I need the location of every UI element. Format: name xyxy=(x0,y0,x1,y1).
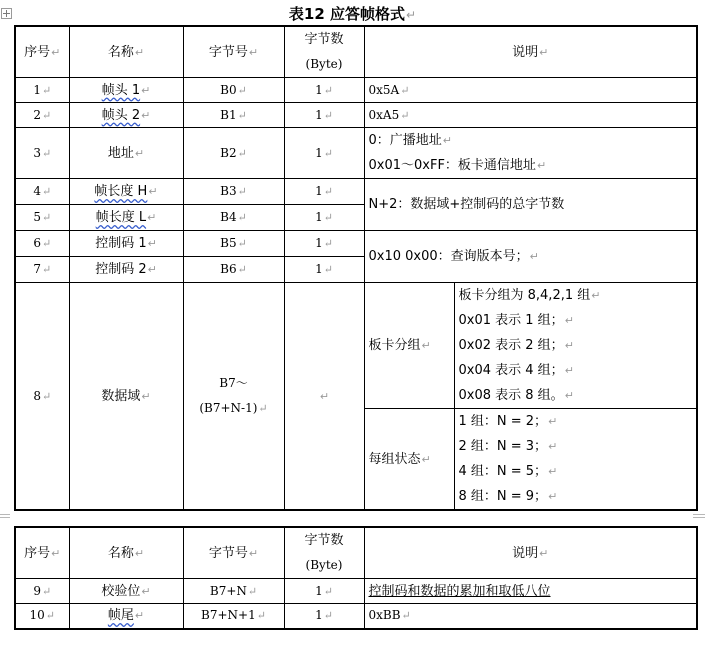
table-cell xyxy=(69,205,183,231)
paragraph-mark-icon: ↵ xyxy=(442,134,452,147)
table-cell xyxy=(69,579,183,604)
table-row xyxy=(15,78,697,103)
cell-text: 1 xyxy=(315,583,323,598)
table-cell xyxy=(15,257,69,283)
cell-text: 帧头 2 xyxy=(101,107,141,123)
table-cell xyxy=(69,103,183,128)
table-cell xyxy=(183,527,284,579)
table-cell xyxy=(15,205,69,231)
table-cell xyxy=(183,128,284,179)
cell-text: 帧长度 L xyxy=(95,210,147,225)
paragraph-mark-icon: ↵ xyxy=(134,45,145,59)
paragraph-mark-icon: ↵ xyxy=(529,250,539,263)
cell-text: (Byte) xyxy=(305,57,343,71)
paragraph-mark-icon: ↵ xyxy=(41,584,52,598)
paragraph-mark-icon: ↵ xyxy=(564,364,574,377)
table-row xyxy=(15,103,697,128)
paragraph-mark-icon: ↵ xyxy=(421,339,431,352)
paragraph-mark-icon: ↵ xyxy=(323,609,333,623)
cell-text: 8 组：N = 9； xyxy=(458,489,548,504)
paragraph-mark-icon: ↵ xyxy=(564,314,574,327)
paragraph-mark-icon: ↵ xyxy=(539,45,549,59)
paragraph-mark-icon: ↵ xyxy=(141,83,151,97)
table-header-row xyxy=(15,26,697,78)
paragraph-mark-icon: ↵ xyxy=(248,45,259,59)
cell-text: 字节号 xyxy=(208,44,248,60)
paragraph-mark-icon: ↵ xyxy=(147,263,157,276)
cell-text: 5 xyxy=(33,210,41,224)
table-cell xyxy=(284,179,364,205)
cell-text: 10 xyxy=(29,608,45,623)
table-cell xyxy=(69,231,183,257)
paragraph-mark-icon: ↵ xyxy=(539,546,549,560)
table-cell xyxy=(69,128,183,179)
paragraph-mark-icon: ↵ xyxy=(148,185,158,198)
paragraph-mark-icon: ↵ xyxy=(51,546,61,560)
paragraph-mark-icon: ↵ xyxy=(41,211,52,224)
cell-text: 0x5A xyxy=(368,82,400,97)
paragraph-mark-icon: ↵ xyxy=(400,108,410,122)
cell-text: B1 xyxy=(220,107,237,122)
table-cell xyxy=(364,128,697,179)
table-row xyxy=(15,579,697,604)
table-row xyxy=(15,231,697,257)
table-caption xyxy=(0,3,705,24)
paragraph-mark-icon: ↵ xyxy=(323,146,333,160)
cell-text: 帧长度 H xyxy=(94,184,148,199)
paragraph-mark-icon: ↵ xyxy=(548,415,558,428)
cell-text: 板卡分组为 8,4,2,1 组 xyxy=(458,288,591,303)
header-byte-no xyxy=(183,26,284,78)
header-index xyxy=(15,26,69,78)
table-cell xyxy=(364,78,697,103)
paragraph-mark-icon: ↵ xyxy=(237,83,247,97)
cell-text: 数据域 xyxy=(101,388,141,404)
paragraph-mark-icon: ↵ xyxy=(323,185,333,198)
paragraph-mark-icon: ↵ xyxy=(548,465,558,478)
paragraph-mark-icon: ↵ xyxy=(323,584,333,598)
paragraph-mark-icon: ↵ xyxy=(147,237,157,250)
table-cell xyxy=(183,205,284,231)
table-cell xyxy=(284,205,364,231)
cell-text: 字节数 xyxy=(304,32,344,47)
table-cell xyxy=(183,103,284,128)
table-cell xyxy=(284,527,364,579)
cell-text: 0xA5 xyxy=(368,107,400,122)
cell-text: 控制码 1 xyxy=(95,236,147,251)
header-name xyxy=(69,26,183,78)
response-frame-table xyxy=(14,25,698,511)
table-cell xyxy=(183,179,284,205)
cell-text: 1 xyxy=(33,82,41,97)
cell-text: 每组状态 xyxy=(368,451,421,467)
cell-text: B7～ xyxy=(219,376,248,390)
paragraph-mark-icon: ↵ xyxy=(237,108,247,122)
cell-text: B3 xyxy=(220,184,237,198)
table-cell xyxy=(15,604,69,629)
table-cell xyxy=(284,283,364,511)
paragraph-mark-icon: ↵ xyxy=(564,389,574,402)
table-cell xyxy=(284,579,364,604)
table-cell xyxy=(69,179,183,205)
paragraph-mark-icon: ↵ xyxy=(41,108,52,122)
cell-text: 板卡分组 xyxy=(368,338,421,353)
paragraph-mark-icon: ↵ xyxy=(41,237,52,250)
table-cell xyxy=(15,579,69,604)
table-cell xyxy=(15,179,69,205)
table-cell xyxy=(15,103,69,128)
table-row xyxy=(15,179,697,205)
paragraph-mark-icon: ↵ xyxy=(41,389,52,403)
cell-text: 0x08 表示 8 组。 xyxy=(458,388,564,403)
cell-text: 校验位 xyxy=(101,583,141,599)
table-cell xyxy=(183,604,284,629)
cell-text: N+2：数据域+控制码的总字节数 xyxy=(368,197,565,212)
header-description xyxy=(364,26,697,78)
cell-text: 说明 xyxy=(512,44,539,60)
table-cell xyxy=(69,78,183,103)
cell-text: 7 xyxy=(33,262,41,276)
table-header-row xyxy=(15,527,697,579)
paragraph-mark-icon: ↵ xyxy=(258,402,268,415)
cell-text: 帧头 1 xyxy=(101,82,141,98)
table-caption-text: 表12 应答帧格式 xyxy=(288,5,406,23)
paragraph-mark-icon: ↵ xyxy=(323,108,333,122)
cell-text: 控制码和数据的累加和取低八位 xyxy=(368,583,551,599)
table-cell xyxy=(284,78,364,103)
paragraph-mark-icon: ↵ xyxy=(134,146,145,160)
paragraph-mark-icon: ↵ xyxy=(548,440,558,453)
paragraph-mark-icon: ↵ xyxy=(41,185,52,198)
cell-text: 2 组：N = 3； xyxy=(458,439,548,454)
frame-length-description xyxy=(364,179,697,231)
cell-text: 0x01～0xFF：板卡通信地址 xyxy=(368,158,536,173)
cell-text: B6 xyxy=(220,262,237,276)
paragraph-mark-icon: ↵ xyxy=(536,159,547,172)
cell-text: 4 xyxy=(33,184,41,198)
cell-text: (Byte) xyxy=(305,558,343,572)
paragraph-mark-icon: ↵ xyxy=(319,389,330,403)
paragraph-mark-icon: ↵ xyxy=(421,452,431,466)
table-cell xyxy=(183,579,284,604)
table-cell xyxy=(69,527,183,579)
table-cell xyxy=(284,128,364,179)
table-cell xyxy=(69,283,183,511)
cell-text: 说明 xyxy=(512,545,539,561)
table-cell xyxy=(284,231,364,257)
cell-text: 名称 xyxy=(107,545,134,561)
paragraph-mark-icon: ↵ xyxy=(248,546,259,560)
cell-text: 3 xyxy=(33,145,41,160)
cell-text: B7+N+1 xyxy=(201,608,256,623)
cell-text: 0x10 0x00：查询版本号； xyxy=(368,249,529,264)
cell-text: 1 xyxy=(315,145,323,160)
response-frame-table-continued xyxy=(14,526,698,630)
table-cell xyxy=(183,257,284,283)
table-cell xyxy=(364,527,697,579)
cell-index xyxy=(15,78,69,103)
cell-text: B4 xyxy=(220,210,237,224)
cell-text: B2 xyxy=(220,145,237,160)
table-row xyxy=(15,604,697,629)
group-state-description xyxy=(454,409,697,511)
paragraph-mark-icon: ↵ xyxy=(406,8,417,22)
cell-text: B0 xyxy=(220,82,237,97)
paragraph-mark-icon: ↵ xyxy=(548,490,558,503)
paragraph-mark-icon: ↵ xyxy=(247,584,258,598)
table-cell xyxy=(183,283,284,511)
cell-text: 序号 xyxy=(24,545,51,561)
cell-text: 字节数 xyxy=(304,533,344,548)
cell-text: 4 组：N = 5； xyxy=(458,464,548,479)
table-cell xyxy=(69,604,183,629)
table-cell xyxy=(15,128,69,179)
cell-text: 1 xyxy=(315,608,323,623)
cell-text: 6 xyxy=(33,236,41,250)
header-byte-count xyxy=(284,26,364,78)
paragraph-mark-icon: ↵ xyxy=(45,609,55,623)
table-cell xyxy=(15,231,69,257)
paragraph-mark-icon: ↵ xyxy=(256,609,266,623)
cell-text: 1 xyxy=(315,184,323,198)
paragraph-mark-icon: ↵ xyxy=(591,289,601,302)
cell-text: 字节号 xyxy=(208,545,248,561)
cell-text: B5 xyxy=(220,236,237,250)
paragraph-mark-icon: ↵ xyxy=(323,211,333,224)
page-break-marker xyxy=(0,512,705,522)
cell-text: 1 xyxy=(315,210,323,224)
paragraph-mark-icon: ↵ xyxy=(41,83,52,97)
cell-text: 0：广播地址 xyxy=(368,133,442,148)
table-cell xyxy=(15,527,69,579)
table-cell xyxy=(284,257,364,283)
paragraph-mark-icon: ↵ xyxy=(237,185,247,198)
cell-text: 1 组：N = 2； xyxy=(458,414,548,429)
table-cell xyxy=(284,103,364,128)
cell-text: 0xBB xyxy=(368,608,401,623)
table-cell xyxy=(69,257,183,283)
cell-text: 名称 xyxy=(107,44,134,60)
table-cell xyxy=(364,604,697,629)
paragraph-mark-icon: ↵ xyxy=(237,146,247,160)
table-cell xyxy=(364,579,697,604)
cell-text: 帧尾 xyxy=(107,608,134,624)
cell-text: 1 xyxy=(315,262,323,276)
cell-text: (B7+N-1) xyxy=(199,401,258,415)
paragraph-mark-icon: ↵ xyxy=(41,263,52,276)
paragraph-mark-icon: ↵ xyxy=(51,45,61,59)
paragraph-mark-icon: ↵ xyxy=(323,83,333,97)
cell-text: 1 xyxy=(315,82,323,97)
table-cell xyxy=(284,604,364,629)
paragraph-mark-icon: ↵ xyxy=(400,83,410,97)
paragraph-mark-icon: ↵ xyxy=(564,339,574,352)
table-cell xyxy=(15,283,69,511)
cell-text: 1 xyxy=(315,107,323,122)
cell-text: 2 xyxy=(33,107,41,122)
cell-text: 控制码 2 xyxy=(95,262,147,277)
paragraph-mark-icon: ↵ xyxy=(41,146,52,160)
paragraph-mark-icon: ↵ xyxy=(237,237,247,250)
paragraph-mark-icon: ↵ xyxy=(237,263,247,276)
cell-text: 地址 xyxy=(107,145,134,161)
cell-text: 0x02 表示 2 组； xyxy=(458,338,564,353)
cell-text: 序号 xyxy=(24,44,51,60)
paragraph-mark-icon: ↵ xyxy=(141,584,151,598)
table-row-data-field xyxy=(15,283,697,409)
paragraph-mark-icon: ↵ xyxy=(323,263,333,276)
paragraph-mark-icon: ↵ xyxy=(147,211,157,224)
paragraph-mark-icon: ↵ xyxy=(237,211,247,224)
paragraph-mark-icon: ↵ xyxy=(323,237,333,250)
board-group-description xyxy=(454,283,697,409)
cell-text: B7+N xyxy=(209,583,247,598)
cell-text: 8 xyxy=(33,388,41,403)
paragraph-mark-icon: ↵ xyxy=(141,108,151,122)
control-code-description xyxy=(364,231,697,283)
cell-text: 1 xyxy=(315,236,323,250)
paragraph-mark-icon: ↵ xyxy=(134,609,145,623)
cell-text: 0x04 表示 4 组； xyxy=(458,363,564,378)
paragraph-mark-icon: ↵ xyxy=(401,609,411,623)
paragraph-mark-icon: ↵ xyxy=(134,546,145,560)
table-cell xyxy=(183,231,284,257)
group-state-label xyxy=(364,409,454,511)
paragraph-mark-icon: ↵ xyxy=(141,389,151,403)
board-group-label xyxy=(364,283,454,409)
table-cell xyxy=(183,78,284,103)
table-row xyxy=(15,128,697,179)
cell-text: 0x01 表示 1 组； xyxy=(458,313,564,328)
table-cell xyxy=(364,103,697,128)
cell-text: 9 xyxy=(33,583,41,598)
